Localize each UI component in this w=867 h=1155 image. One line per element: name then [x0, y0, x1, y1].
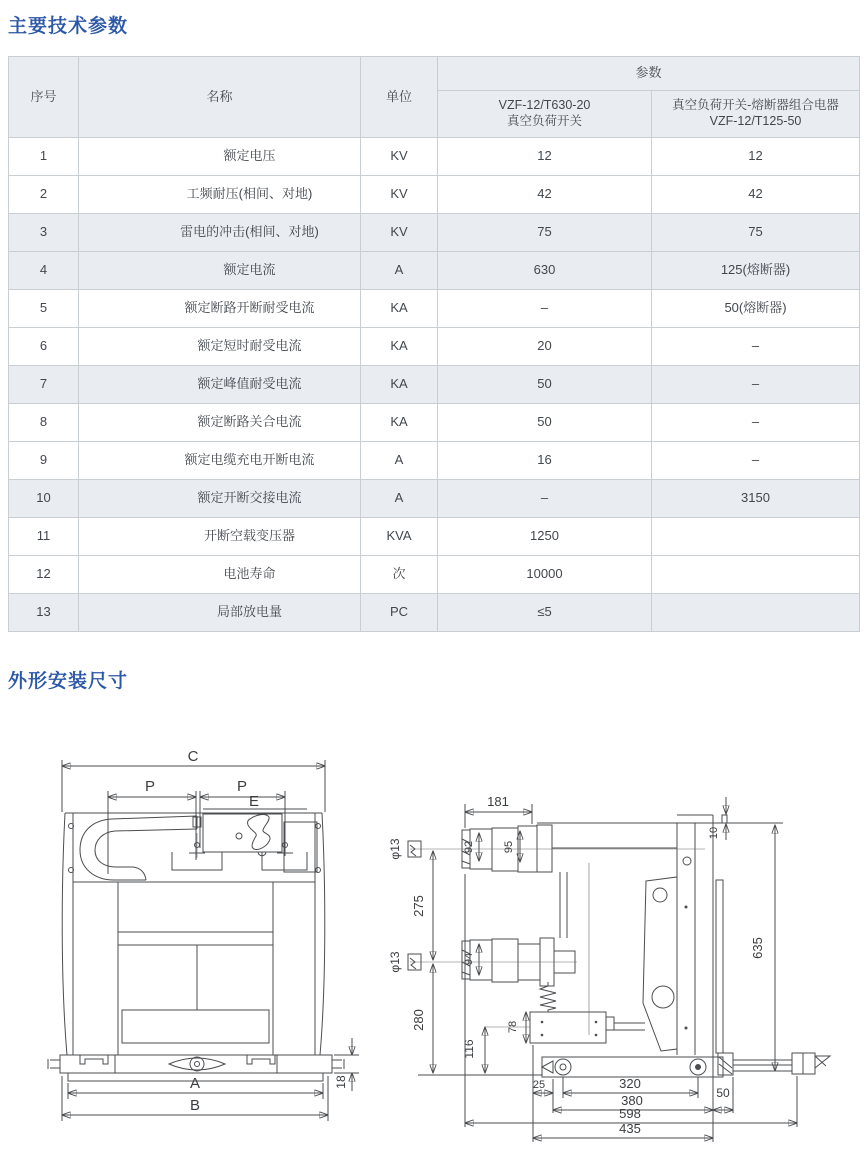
- model-2-line-2: VZF-12/T125-50: [709, 114, 802, 128]
- cell-value-model-1: 42: [438, 176, 652, 214]
- table-row: [9, 480, 860, 518]
- table-row: [9, 518, 860, 556]
- dim-label-C: C: [187, 748, 199, 765]
- table-row: [9, 176, 860, 214]
- cell-value-model-2: –: [652, 328, 860, 366]
- cell-value-model-2: [652, 518, 860, 556]
- cell-name: 额定电缆充电开断电流: [79, 442, 361, 480]
- cell-name: 工频耐压(相间、对地): [79, 176, 361, 214]
- side-view-drawing: [388, 778, 867, 1155]
- table-row: [9, 594, 860, 632]
- dim-label-635: 635: [750, 937, 765, 959]
- cell-unit: KV: [361, 214, 438, 252]
- cell-unit: 次: [361, 556, 438, 594]
- cell-name: 雷电的冲击(相间、对地): [79, 214, 361, 252]
- cell-unit: A: [361, 480, 438, 518]
- cell-index: 3: [9, 214, 79, 252]
- cell-unit: KVA: [361, 518, 438, 556]
- dim-label-B: B: [189, 1097, 201, 1114]
- cell-name: 额定电流: [79, 252, 361, 290]
- cell-value-model-1: ≤5: [438, 594, 652, 632]
- dim-label-A: A: [189, 1075, 201, 1092]
- cell-unit: KA: [361, 404, 438, 442]
- cell-unit: A: [361, 252, 438, 290]
- model-2-line-1: 真空负荷开关-熔断器组合电器: [672, 98, 839, 113]
- dim-label-50: 50: [716, 1086, 730, 1100]
- cell-name: 电池寿命: [79, 556, 361, 594]
- cell-unit: KV: [361, 176, 438, 214]
- cell-index: 7: [9, 366, 79, 404]
- cell-index: 9: [9, 442, 79, 480]
- cell-value-model-2: –: [652, 366, 860, 404]
- header-name: 名称: [79, 57, 361, 138]
- cell-value-model-2: [652, 556, 860, 594]
- header-unit: 单位: [361, 57, 438, 138]
- table-row: [9, 404, 860, 442]
- cell-unit: KV: [361, 138, 438, 176]
- dim-label-598: 598: [619, 1106, 641, 1121]
- cell-index: 5: [9, 290, 79, 328]
- cell-name: 额定开断交接电流: [79, 480, 361, 518]
- cell-value-model-2: 50(熔断器): [652, 290, 860, 328]
- cell-value-model-1: –: [438, 480, 652, 518]
- cell-value-model-1: –: [438, 290, 652, 328]
- dim-label-95: 95: [503, 840, 515, 854]
- cell-index: 13: [9, 594, 79, 632]
- cell-index: 1: [9, 138, 79, 176]
- cell-value-model-2: 75: [652, 214, 860, 252]
- cell-index: 12: [9, 556, 79, 594]
- cell-value-model-1: 50: [438, 366, 652, 404]
- cell-value-model-2: [652, 594, 860, 632]
- dim-label-280: 280: [411, 1009, 426, 1031]
- model-1-line-2: 真空负荷开关: [506, 114, 582, 128]
- table-row: [9, 556, 860, 594]
- dim-label-18: 18: [334, 1075, 348, 1089]
- dim-label-320: 320: [619, 1076, 641, 1091]
- cell-index: 10: [9, 480, 79, 518]
- cell-value-model-2: 42: [652, 176, 860, 214]
- cell-value-model-1: 630: [438, 252, 652, 290]
- cell-unit: KA: [361, 366, 438, 404]
- cell-index: 8: [9, 404, 79, 442]
- cell-value-model-2: 125(熔断器): [652, 252, 860, 290]
- cell-value-model-2: –: [652, 404, 860, 442]
- cell-name: 局部放电量: [79, 594, 361, 632]
- cell-index: 2: [9, 176, 79, 214]
- dim-label-P-right: P: [236, 778, 248, 795]
- cell-name: 额定电压: [79, 138, 361, 176]
- table-row: [9, 442, 860, 480]
- dim-label-P-left: P: [144, 778, 156, 795]
- table-row: [9, 252, 860, 290]
- dim-label-25: 25: [532, 1079, 546, 1091]
- section-title-dimensions: 外形安装尺寸: [8, 671, 129, 692]
- cell-value-model-1: 16: [438, 442, 652, 480]
- cell-unit: PC: [361, 594, 438, 632]
- dim-label-92: 92: [463, 840, 475, 854]
- cell-index: 4: [9, 252, 79, 290]
- params-table-body: [9, 138, 860, 632]
- dim-label-275: 275: [411, 895, 426, 917]
- cell-value-model-1: 10000: [438, 556, 652, 594]
- cell-index: 11: [9, 518, 79, 556]
- cell-value-model-1: 20: [438, 328, 652, 366]
- cell-name: 额定短时耐受电流: [79, 328, 361, 366]
- dim-label-E: E: [248, 793, 260, 810]
- cell-value-model-2: 12: [652, 138, 860, 176]
- cell-unit: KA: [361, 328, 438, 366]
- parameters-table: [8, 56, 860, 632]
- cell-name: 额定峰值耐受电流: [79, 366, 361, 404]
- table-row: [9, 214, 860, 252]
- cell-unit: KA: [361, 290, 438, 328]
- dim-label-94: 94: [463, 952, 475, 966]
- cell-name: 额定断路开断耐受电流: [79, 290, 361, 328]
- cell-name: 额定断路关合电流: [79, 404, 361, 442]
- cell-value-model-1: 50: [438, 404, 652, 442]
- header-param-group: 参数: [438, 57, 860, 91]
- table-row: [9, 138, 860, 176]
- cell-value-model-1: 75: [438, 214, 652, 252]
- table-row: [9, 290, 860, 328]
- dim-label-435: 435: [619, 1121, 641, 1136]
- table-row: [9, 366, 860, 404]
- model-1-line-1: VZF-12/T630-20: [498, 98, 591, 113]
- cell-value-model-2: –: [652, 442, 860, 480]
- table-row: [9, 328, 860, 366]
- cell-value-model-2: 3150: [652, 480, 860, 518]
- dimension-drawings: [0, 745, 867, 1155]
- dim-label-phi13-bottom: φ13: [388, 951, 402, 973]
- dim-label-181: 181: [487, 794, 509, 809]
- cell-value-model-1: 1250: [438, 518, 652, 556]
- header-index: 序号: [9, 57, 79, 138]
- dim-label-78: 78: [507, 1020, 519, 1034]
- header-model-2: [652, 91, 860, 138]
- cell-index: 6: [9, 328, 79, 366]
- dim-label-380: 380: [621, 1093, 643, 1108]
- cell-unit: A: [361, 442, 438, 480]
- section-title-parameters: 主要技术参数: [8, 16, 129, 37]
- dim-label-10: 10: [708, 826, 720, 840]
- dim-label-phi13-top: φ13: [388, 838, 402, 860]
- cell-value-model-1: 12: [438, 138, 652, 176]
- front-view-drawing: [30, 745, 390, 1155]
- dim-label-116: 116: [462, 1039, 476, 1059]
- header-model-1: [438, 91, 652, 138]
- cell-name: 开断空载变压器: [79, 518, 361, 556]
